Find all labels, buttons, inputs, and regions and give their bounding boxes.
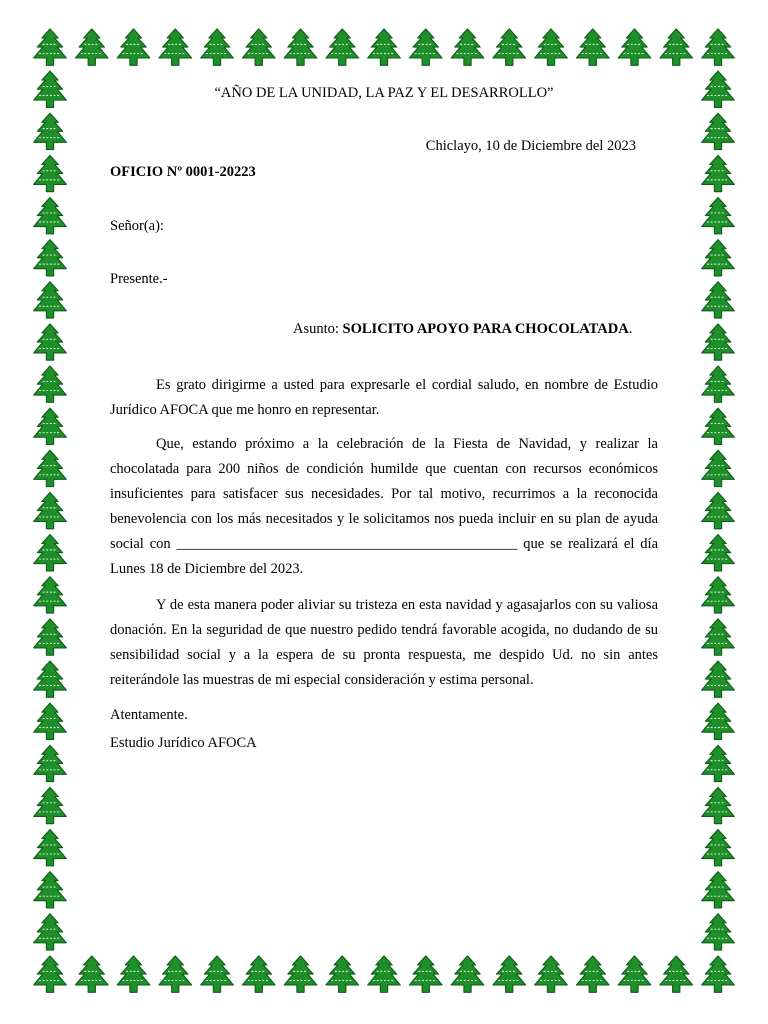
christmas-tree-icon [702, 366, 735, 402]
reference-number: OFICIO Nº 0001-20223 [110, 164, 256, 180]
christmas-tree-icon [201, 29, 234, 65]
christmas-tree-icon [702, 535, 735, 571]
christmas-tree-icon [34, 197, 67, 233]
salutation: Señor(a): [110, 218, 164, 234]
christmas-tree-icon [451, 956, 484, 992]
christmas-tree-icon [75, 29, 108, 65]
subject-label: Asunto: [293, 321, 343, 337]
christmas-tree-icon [702, 282, 735, 318]
subject-period: . [628, 321, 633, 337]
christmas-tree-icon [702, 830, 735, 866]
christmas-tree-icon [702, 956, 735, 992]
christmas-tree-icon [702, 324, 735, 360]
christmas-tree-icon [702, 914, 735, 950]
christmas-tree-icon [34, 492, 67, 528]
christmas-tree-icon [618, 29, 651, 65]
subject-line [293, 321, 632, 338]
christmas-tree-icon [117, 29, 150, 65]
christmas-tree-icon [576, 956, 609, 992]
christmas-tree-icon [117, 956, 150, 992]
christmas-tree-icon [75, 956, 108, 992]
christmas-tree-icon [34, 408, 67, 444]
christmas-tree-icon [702, 619, 735, 655]
christmas-tree-icon [702, 450, 735, 486]
christmas-tree-icon [493, 956, 526, 992]
christmas-tree-icon [34, 830, 67, 866]
christmas-tree-icon [660, 956, 693, 992]
christmas-tree-icon [451, 29, 484, 65]
christmas-tree-icon [34, 240, 67, 276]
christmas-tree-icon [34, 872, 67, 908]
christmas-tree-icon [702, 155, 735, 191]
christmas-tree-icon [34, 282, 67, 318]
christmas-tree-icon [409, 29, 442, 65]
christmas-tree-icon [326, 956, 359, 992]
christmas-tree-icon [702, 71, 735, 107]
christmas-tree-icon [409, 956, 442, 992]
christmas-tree-icon [34, 745, 67, 781]
motto-heading: “AÑO DE LA UNIDAD, LA PAZ Y EL DESARROLLO” [214, 85, 554, 101]
presente-line: Presente.- [110, 271, 168, 287]
christmas-tree-icon [34, 787, 67, 823]
christmas-tree-icon [34, 661, 67, 697]
christmas-tree-icon [34, 71, 67, 107]
christmas-tree-icon [535, 29, 568, 65]
christmas-tree-icon [702, 408, 735, 444]
christmas-tree-icon [34, 324, 67, 360]
christmas-tree-icon [284, 29, 317, 65]
christmas-tree-icon [34, 366, 67, 402]
christmas-tree-icon [702, 577, 735, 613]
christmas-tree-icon [493, 29, 526, 65]
christmas-tree-icon [576, 29, 609, 65]
christmas-tree-icon [34, 155, 67, 191]
subject-text: SOLICITO APOYO PARA CHOCOLATADA [342, 321, 629, 337]
christmas-tree-icon [702, 703, 735, 739]
body-paragraph-3: Y de esta manera poder aliviar su tristeza en esta navidad y agasajarlos con su valiosa donación. En la seguridad de que nuestro pedido tendrá favorable acogida, no dudando de su sensibilidad social y a la espera de su pronta respuesta, me despido Ud. no sin antes reiterándole las muestras de mi especial consideración y estima personal. [110, 597, 658, 688]
christmas-tree-icon [702, 197, 735, 233]
christmas-tree-icon [702, 492, 735, 528]
christmas-tree-icon [201, 956, 234, 992]
body-paragraph-2: Que, estando próximo a la celebración de la Fiesta de Navidad, y realizar la chocolatada para 200 niños de condición humilde que cuentan con recursos económicos insuficientes para satisfacer sus necesidades. Por tal motivo, recurrimos a la reconocida benevolencia con los más necesitados y le solicitamos nos pueda incluir en su plan de ayuda social con _______________________________________________ que se realizará el día Lunes 18 de Diciembre del 2023. [110, 436, 658, 577]
christmas-tree-icon [702, 745, 735, 781]
christmas-tree-icon [242, 956, 275, 992]
christmas-tree-icon [242, 29, 275, 65]
signature-firm: Estudio Jurídico AFOCA [110, 735, 257, 751]
christmas-tree-icon [34, 914, 67, 950]
christmas-tree-icon [284, 956, 317, 992]
christmas-tree-icon [702, 661, 735, 697]
christmas-tree-icon [34, 619, 67, 655]
christmas-tree-icon [702, 29, 735, 65]
christmas-tree-icon [159, 29, 192, 65]
christmas-tree-icon [34, 577, 67, 613]
christmas-tree-icon [34, 29, 67, 65]
christmas-tree-icon [368, 956, 401, 992]
christmas-tree-icon [34, 535, 67, 571]
christmas-tree-icon [34, 113, 67, 149]
christmas-tree-icon [702, 872, 735, 908]
place-date: Chiclayo, 10 de Diciembre del 2023 [425, 138, 636, 154]
christmas-tree-icon [34, 956, 67, 992]
christmas-tree-icon [368, 29, 401, 65]
christmas-tree-icon [159, 956, 192, 992]
christmas-tree-icon [535, 956, 568, 992]
christmas-tree-icon [702, 113, 735, 149]
christmas-tree-icon [618, 956, 651, 992]
christmas-tree-icon [702, 787, 735, 823]
body-paragraph-1: Es grato dirigirme a usted para expresarle el cordial saludo, en nombre de Estudio Jurídico AFOCA que me honro en representar. [110, 377, 658, 418]
christmas-tree-icon [660, 29, 693, 65]
closing: Atentamente. [110, 707, 188, 723]
christmas-tree-icon [34, 703, 67, 739]
christmas-tree-icon [326, 29, 359, 65]
christmas-tree-icon [34, 450, 67, 486]
christmas-tree-icon [702, 240, 735, 276]
